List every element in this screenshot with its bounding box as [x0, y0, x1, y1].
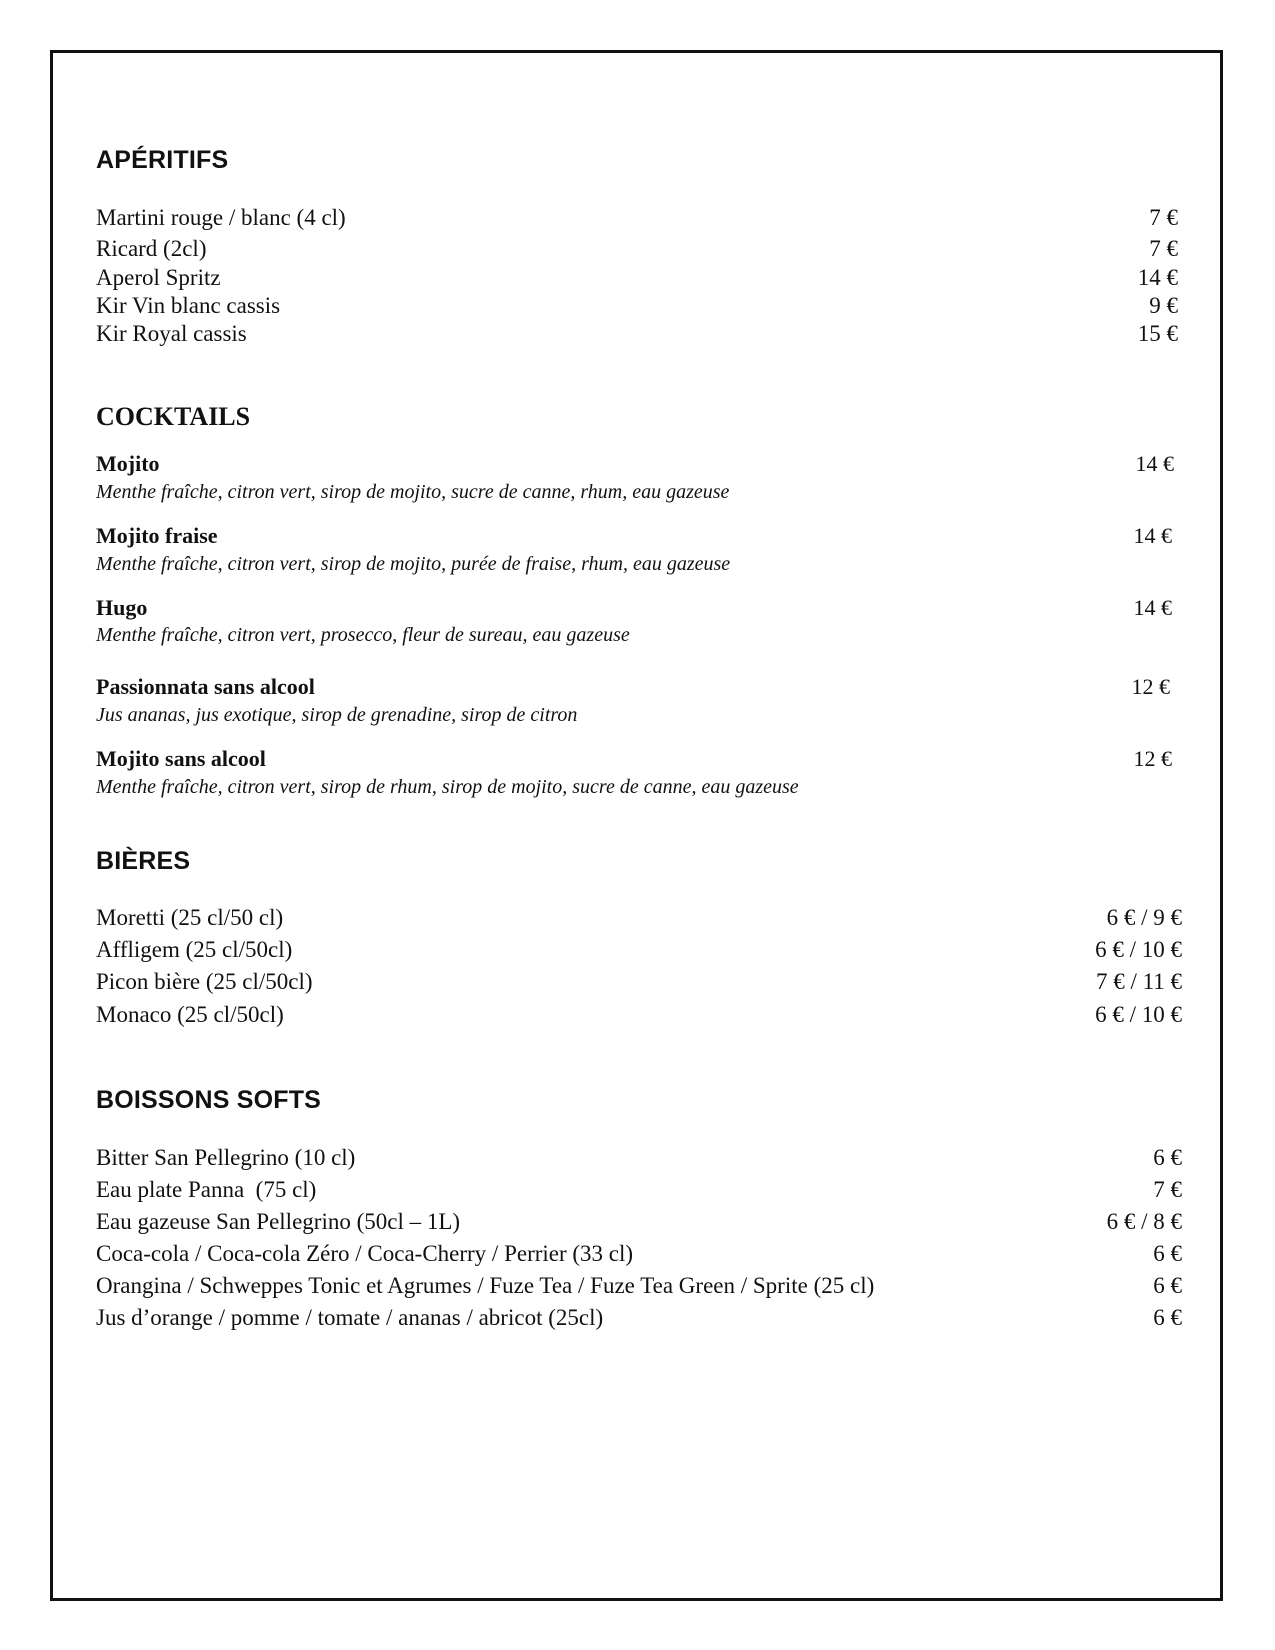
menu-item [96, 265, 1178, 295]
menu-item [96, 293, 1178, 323]
item-price: 6 € / 9 € [1106, 905, 1182, 930]
cocktail-name: Passionnata sans alcool [96, 674, 315, 699]
item-name: Martini rouge / blanc (4 cl) [96, 205, 346, 230]
cocktail-description: Jus ananas, jus exotique, sirop de grenadine, sirop de citron [96, 704, 578, 726]
menu-item [96, 1145, 1182, 1175]
menu-item [96, 1209, 1182, 1239]
item-price: 6 € / 8 € [1106, 1209, 1182, 1234]
item-price: 9 € [1149, 293, 1178, 318]
menu-item [96, 205, 1178, 235]
cocktail-name: Hugo [96, 595, 148, 620]
item-price: 15 € [1137, 321, 1178, 346]
item-price: 6 € [1153, 1145, 1182, 1170]
item-name: Coca-cola / Coca-cola Zéro / Coca-Cherry / Perrier (33 cl) [96, 1241, 634, 1266]
item-price: 14 € [1137, 265, 1178, 290]
menu-item [96, 1241, 1182, 1271]
menu-item [96, 1002, 1182, 1032]
item-name: Eau plate Panna (75 cl) [96, 1177, 317, 1202]
menu-item [96, 236, 1178, 266]
cocktail-description: Menthe fraîche, citron vert, sirop de mojito, purée de fraise, rhum, eau gazeuse [96, 553, 731, 575]
cocktail-name: Mojito fraise [96, 523, 218, 548]
item-price: 7 € [1153, 1177, 1182, 1202]
cocktail-price: 14 € [1133, 523, 1172, 548]
item-price: 7 € [1149, 205, 1178, 230]
menu-item [96, 1273, 1182, 1303]
section-title-softs: BOISSONS SOFTS [96, 1086, 322, 1114]
item-name: Monaco (25 cl/50cl) [96, 1002, 284, 1027]
item-name: Picon bière (25 cl/50cl) [96, 969, 313, 994]
item-name: Kir Vin blanc cassis [96, 293, 281, 318]
menu-item [96, 1305, 1182, 1335]
menu-item [96, 937, 1182, 967]
item-name: Eau gazeuse San Pellegrino (50cl – 1L) [96, 1209, 461, 1234]
cocktail-price: 12 € [1133, 746, 1172, 771]
cocktail-description: Menthe fraîche, citron vert, sirop de rhum, sirop de mojito, sucre de canne, eau gazeuse [96, 776, 799, 798]
cocktail-price: 12 € [1131, 674, 1170, 699]
item-name: Affligem (25 cl/50cl) [96, 937, 293, 962]
item-price: 7 € [1149, 236, 1178, 261]
section-title-cocktails: COCKTAILS [96, 402, 251, 431]
section-title-bieres: BIÈRES [96, 847, 191, 875]
item-name: Jus d’orange / pomme / tomate / ananas / abricot (25cl) [96, 1305, 604, 1330]
cocktail-name: Mojito [96, 451, 160, 476]
item-price: 6 € [1153, 1241, 1182, 1266]
menu-item [96, 905, 1182, 935]
cocktail-name: Mojito sans alcool [96, 746, 266, 771]
item-name: Kir Royal cassis [96, 321, 247, 346]
item-price: 7 € / 11 € [1095, 969, 1182, 994]
menu-item [96, 969, 1182, 999]
cocktail-price: 14 € [1133, 595, 1172, 620]
menu-item [96, 1177, 1182, 1207]
item-name: Moretti (25 cl/50 cl) [96, 905, 284, 930]
item-name: Ricard (2cl) [96, 236, 207, 261]
cocktail-description: Menthe fraîche, citron vert, sirop de mojito, sucre de canne, rhum, eau gazeuse [96, 481, 730, 503]
item-price: 6 € / 10 € [1095, 1002, 1182, 1027]
item-price: 6 € [1153, 1305, 1182, 1330]
item-price: 6 € [1153, 1273, 1182, 1298]
item-name: Orangina / Schweppes Tonic et Agrumes / Fuze Tea / Fuze Tea Green / Sprite (25 cl) [96, 1273, 875, 1298]
cocktail-description: Menthe fraîche, citron vert, prosecco, fleur de sureau, eau gazeuse [96, 624, 630, 646]
item-name: Aperol Spritz [96, 265, 221, 290]
item-name: Bitter San Pellegrino (10 cl) [96, 1145, 356, 1170]
cocktail-price: 14 € [1135, 451, 1174, 476]
item-price: 6 € / 10 € [1095, 937, 1182, 962]
section-title-aperitifs: APÉRITIFS [96, 146, 229, 174]
menu-item [96, 321, 1178, 351]
